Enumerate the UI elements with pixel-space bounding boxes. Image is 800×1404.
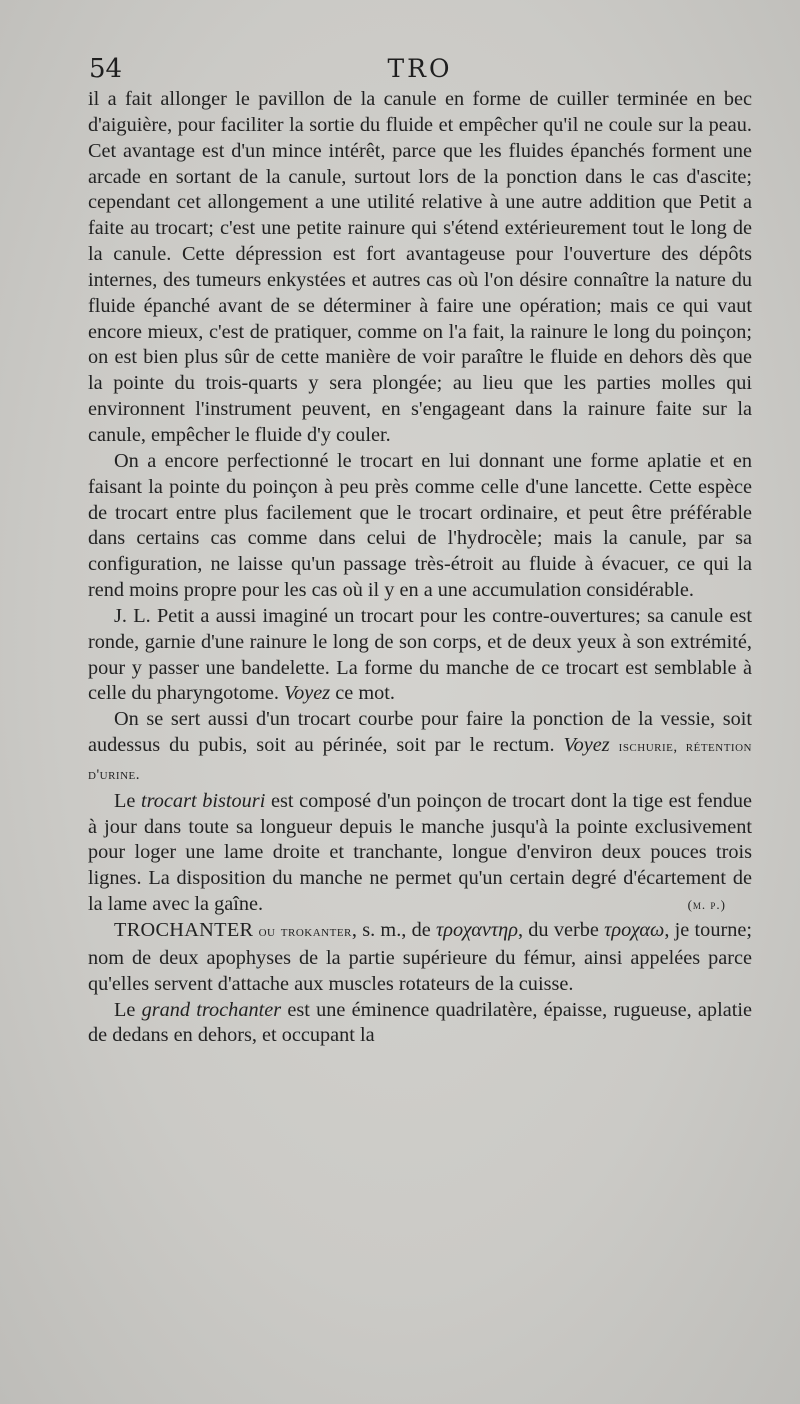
body-text: [88, 87, 752, 1049]
entry-connector: ou: [258, 924, 276, 940]
entry-headword: TROCHANTER: [114, 919, 254, 941]
paragraph-text: On se sert aussi d'un trocart courbe pour faire la ponction de la vessie, soit audessus du pubis, soit au périnée, soit par le rectum.: [88, 708, 752, 757]
paragraph-text: est composé d'un poinçon de trocart dont la tige est fendue à jour dans toute sa longueur depuis le manche jusqu'à la pointe exclusivement pour loger une lame droite et tranchante, longue d'environ deux pouces trois lignes. La disposition du manche ne permet qu'un certain degré d'écartement de la lame avec la gaîne.: [88, 789, 752, 916]
paragraph-text-start: Le: [114, 998, 136, 1021]
paragraph-text: est une éminence quadrilatère, épaisse, rugueuse, aplatie de dedans en dehors, et occupant la: [88, 998, 752, 1047]
paragraph-text: J. L. Petit a aussi imaginé un trocart pour les contre-ouvertures; sa canule est ronde, garnie d'une rainure le long de son corps, et de deux yeux à son extrémité, pour y passer une bandelette. La forme du manche de ce trocart est semblable à celle du pharyngotome.: [88, 604, 752, 705]
italic-term: grand trochanter: [141, 998, 282, 1021]
author-signature: (m. p.): [687, 897, 726, 913]
entry-text: , je tourne; nom de deux apophyses de la partie supérieure du fémur, ainsi appelées parce qu'elles servent d'attache aux muscles rotateurs de la cuisse.: [88, 919, 752, 995]
voyez-reference: Voyez: [284, 682, 331, 705]
italic-term: trocart bistouri: [141, 789, 266, 812]
entry-trochanter: [88, 918, 752, 998]
paragraph-trocart-bistouri: [88, 789, 752, 918]
greek-etymon: τροχαντηρ: [436, 919, 518, 941]
paragraph-trocart-courbe: [88, 707, 752, 789]
paragraph-text-end: ce mot.: [335, 682, 395, 705]
greek-verb: τροχαω: [604, 919, 665, 941]
paragraph-grand-trochanter: [88, 998, 752, 1050]
page-header: [89, 54, 751, 88]
paragraph-petit-trocart: [88, 604, 752, 707]
paragraph-pavillon: il a fait allonger le pavillon de la canule en forme de cuiller terminée en bec d'aiguière, pour faciliter la sortie du fluide et empêcher qu'il ne coule sur la peau. Cet avantage est d'un mince intérêt, parce que les fluides épanchés forment une arcade en sortant de la canule, surtout lors de la ponction dans le cas d'ascite; cependant cet allongement a une utilité relative à une autre addition que Petit a faite au trocart; c'est une petite rainure qui s'étend extérieurement tout le long de la canule. Cette dépression est fort avantageuse pour l'ouverture des dépôts internes, des tumeurs enkystées et autres cas où l'on désire connaître la nature du fluide épanché avant de se déterminer à faire une opération; mais ce qui vaut encore mieux, c'est de pratiquer, comme on l'a fait, la rainure le long du poinçon; on est bien plus sûr de cette manière de voir paraître le fluide en dehors dès que la pointe du trois-quarts y sera plongée; au lieu que les parties molles qui environnent l'instrument peuvent, en s'engageant dans la rainure faite sur la canule, empêcher le fluide d'y couler.: [88, 88, 752, 446]
voyez-reference: Voyez: [563, 734, 610, 757]
paragraph-trocart-aplati: On a encore perfectionné le trocart en lui donnant une forme aplatie et en faisant la pointe du poinçon à peu près comme celle d'une lancette. Cette espèce de trocart entre plus facilement que le trocart ordinaire, et peut être préférable dans certains cas comme dans celui de l'hydrocèle; mais la canule, par sa configuration, ne laisse qu'un passage très-étroit au fluide à évacuer, ce qui la rend moins propre pour les cas où il y en a une accumulation considérable.: [88, 449, 752, 602]
entry-text: , s. m., de: [351, 919, 431, 941]
entry-text: , du verbe: [517, 919, 599, 941]
running-head: TRO: [387, 54, 453, 83]
entry-variant: trokanter: [280, 924, 352, 940]
cross-reference: ischurie, rétention d'urine.: [88, 739, 752, 783]
page-number: 54: [89, 54, 123, 84]
paragraph-text-start: Le: [114, 789, 136, 812]
